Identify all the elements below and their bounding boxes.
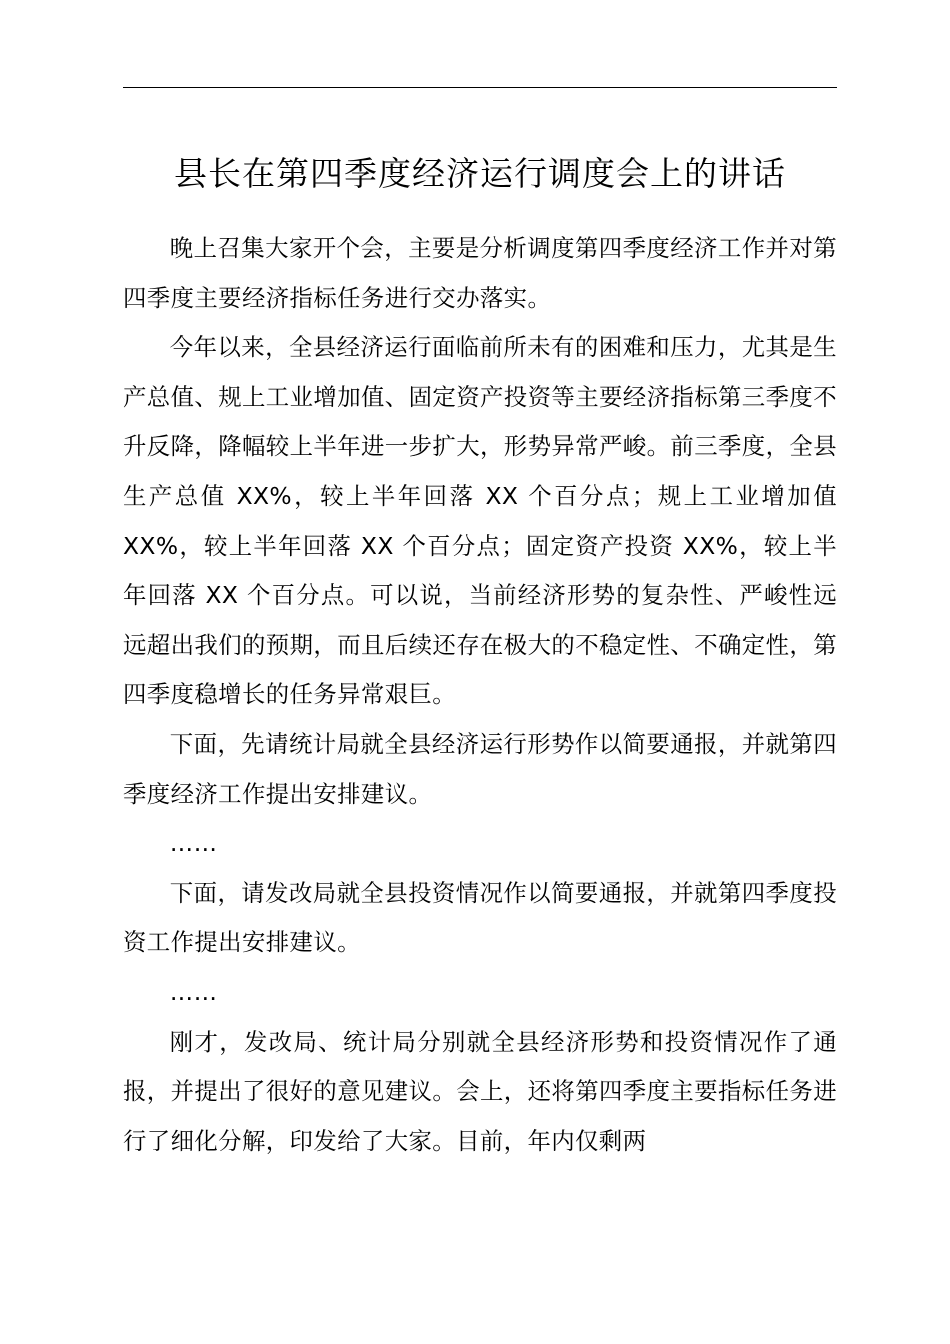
header-rule: [123, 87, 837, 88]
paragraph-opening: 晚上召集大家开个会，主要是分析调度第四季度经济工作并对第四季度主要经济指标任务进行交办落实。: [123, 234, 837, 312]
paragraph-development-bureau-report: 下面，请发改局就全县投资情况作以简要通报，并就第四季度投资工作提出安排建议。: [123, 878, 837, 957]
paragraph-summary: 刚才，发改局、统计局分别就全县经济形势和投资情况作了通报，并提出了很好的意见建议。会上，还将第四季度主要指标任务进行了细化分解，印发给了大家。目前，年内仅剩两: [123, 1027, 837, 1155]
paragraph-statistics-bureau-report: 下面，先请统计局就全县经济运行形势作以简要通报，并就第四季度经济工作提出安排建议。: [123, 729, 837, 808]
document-body: [123, 224, 837, 1166]
document-title: 县长在第四季度经济运行调度会上的讲话: [174, 154, 786, 193]
paragraph-economic-situation: 今年以来，全县经济运行面临前所未有的困难和压力，尤其是生产总值、规上工业增加值、固定资产投资等主要经济指标第三季度不升反降，降幅较上半年进一步扩大，形势异常严峻。前三季度，全县生产总值 XX%，较上半年回落 XX 个百分点；规上工业增加值 XX%，较上半年回落 XX 个百分点；固定资产投资 XX%，较上半年回落 XX 个百分点。可以说，当前经济形势的复杂性、严峻性远远超出我们的预期，而且后续还存在极大的不稳定性、不确定性，第四季度稳增长的任务异常艰巨。: [123, 333, 837, 709]
ellipsis-omission: ……: [169, 829, 218, 858]
ellipsis-omission: ……: [169, 977, 218, 1006]
